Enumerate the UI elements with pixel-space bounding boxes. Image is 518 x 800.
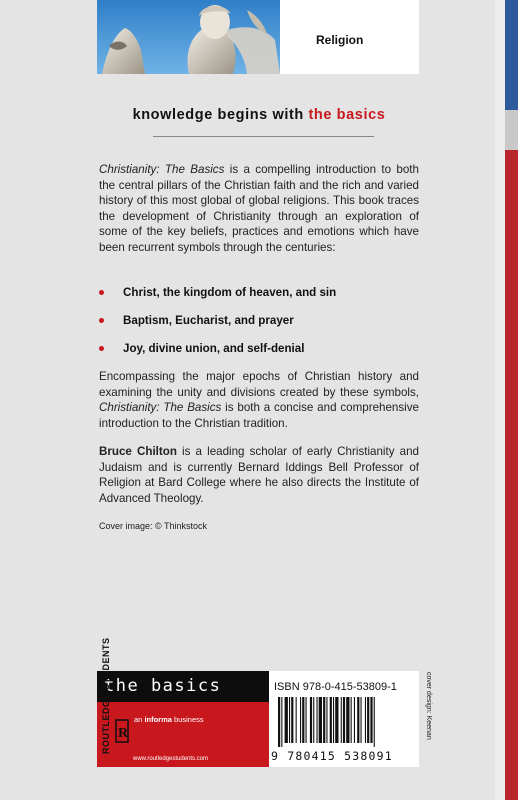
tagline-highlight: the basics — [308, 107, 386, 123]
barcode-bar — [323, 697, 325, 743]
svg-text:R: R — [118, 726, 129, 741]
barcode-bar — [343, 697, 345, 743]
bullet-icon — [99, 346, 104, 351]
summary-book-title: Christianity: The Basics — [99, 401, 222, 415]
category-panel — [280, 0, 419, 74]
barcode-bar — [285, 697, 288, 743]
barcode-bar — [354, 697, 355, 743]
barcode-bar — [374, 697, 375, 747]
barcode-bar — [278, 697, 280, 747]
barcode-bar — [289, 697, 290, 743]
publisher-vertical-name: ROUTLEDGE STUDENTS — [101, 637, 111, 754]
list-item-label: Joy, divine union, and self-denial — [123, 342, 305, 355]
category-label: Religion — [316, 33, 364, 47]
description-text: is a compelling introduction to both the central pillars of the Christian faith and the rich and varied history of this most global of global religions. This book traces the development of Christianity through an exploration of some of the key beliefs, practices and emotions which have been recurrent symbols through the centuries: — [99, 163, 419, 254]
barcode-bar — [319, 697, 322, 743]
barcode-bar — [306, 697, 307, 743]
publisher-website: www.routledgestudents.com — [133, 756, 209, 762]
barcode-bar — [357, 697, 359, 743]
theme-list — [99, 285, 419, 369]
barcode-bar — [346, 697, 349, 743]
series-logo-block — [97, 637, 269, 767]
barcode-bar — [296, 697, 297, 743]
description-book-title: Christianity: The Basics — [99, 163, 225, 176]
barcode-bar — [317, 697, 318, 743]
list-item — [99, 313, 419, 341]
barcode-bar — [341, 697, 342, 743]
series-title-bar — [97, 671, 269, 702]
barcode-bar — [333, 697, 334, 743]
barcode-digits: 9 780415 538091 — [271, 749, 393, 763]
bullet-icon — [99, 318, 104, 323]
informa-prefix: an — [134, 715, 145, 724]
barcode-bar — [300, 697, 301, 743]
summary-paragraph — [99, 369, 419, 431]
author-bio-text: is a leading scholar of early Christianity and Judaism and is currently Bernard Iddings Bell Professor of Religion at Bard College where he also directs the Institute of Advanced Theology. — [99, 445, 419, 505]
isbn-label: ISBN 978-0-415-53809-1 — [274, 681, 397, 693]
angel-statue-image — [97, 0, 280, 74]
barcode-bar — [351, 697, 352, 743]
list-item — [99, 341, 419, 369]
barcode-bar — [367, 697, 369, 743]
book-description — [99, 162, 419, 256]
barcode-bar — [365, 697, 366, 743]
bullet-icon — [99, 290, 104, 295]
summary-text-after: is both a concise and comprehensive introduction to the Christian tradition. — [99, 401, 419, 430]
author-name: Bruce Chilton — [99, 445, 177, 458]
list-item-label: Christ, the kingdom of heaven, and sin — [123, 286, 337, 299]
barcode-bar — [330, 697, 332, 743]
barcode-bar — [313, 697, 314, 743]
barcode-bar — [326, 697, 327, 743]
list-item — [99, 285, 419, 313]
tagline-divider — [153, 136, 374, 137]
barcode-bar — [291, 697, 293, 743]
list-item-label: Baptism, Eucharist, and prayer — [123, 314, 294, 327]
cover-design-credit-container — [424, 672, 432, 762]
author-bio — [99, 444, 419, 506]
barcode-bar — [310, 697, 312, 743]
barcode-bar — [335, 697, 338, 743]
barcode-bar — [302, 697, 304, 743]
barcode-bar — [361, 697, 362, 743]
informa-business-line — [134, 715, 204, 724]
informa-brand: informa — [144, 715, 172, 724]
barcode-bar — [370, 697, 372, 743]
cover-image-credit: Cover image: © Thinkstock — [99, 521, 208, 531]
spine-sky-strip — [505, 0, 518, 110]
routledge-logo-icon — [115, 706, 129, 746]
series-tagline — [0, 107, 518, 123]
informa-suffix: business — [171, 715, 204, 724]
cover-design-credit: cover design: Keenan — [425, 672, 432, 740]
barcode-icon — [278, 697, 410, 747]
isbn-barcode-block — [269, 671, 419, 767]
spine-red-strip — [505, 150, 518, 800]
tagline-prefix: knowledge begins with — [132, 107, 309, 123]
summary-text-before: Encompassing the major epochs of Christian history and examining the unity and divisions created by these symbols, — [99, 370, 419, 399]
series-title: the basics — [104, 676, 222, 696]
barcode-bar — [281, 697, 282, 747]
